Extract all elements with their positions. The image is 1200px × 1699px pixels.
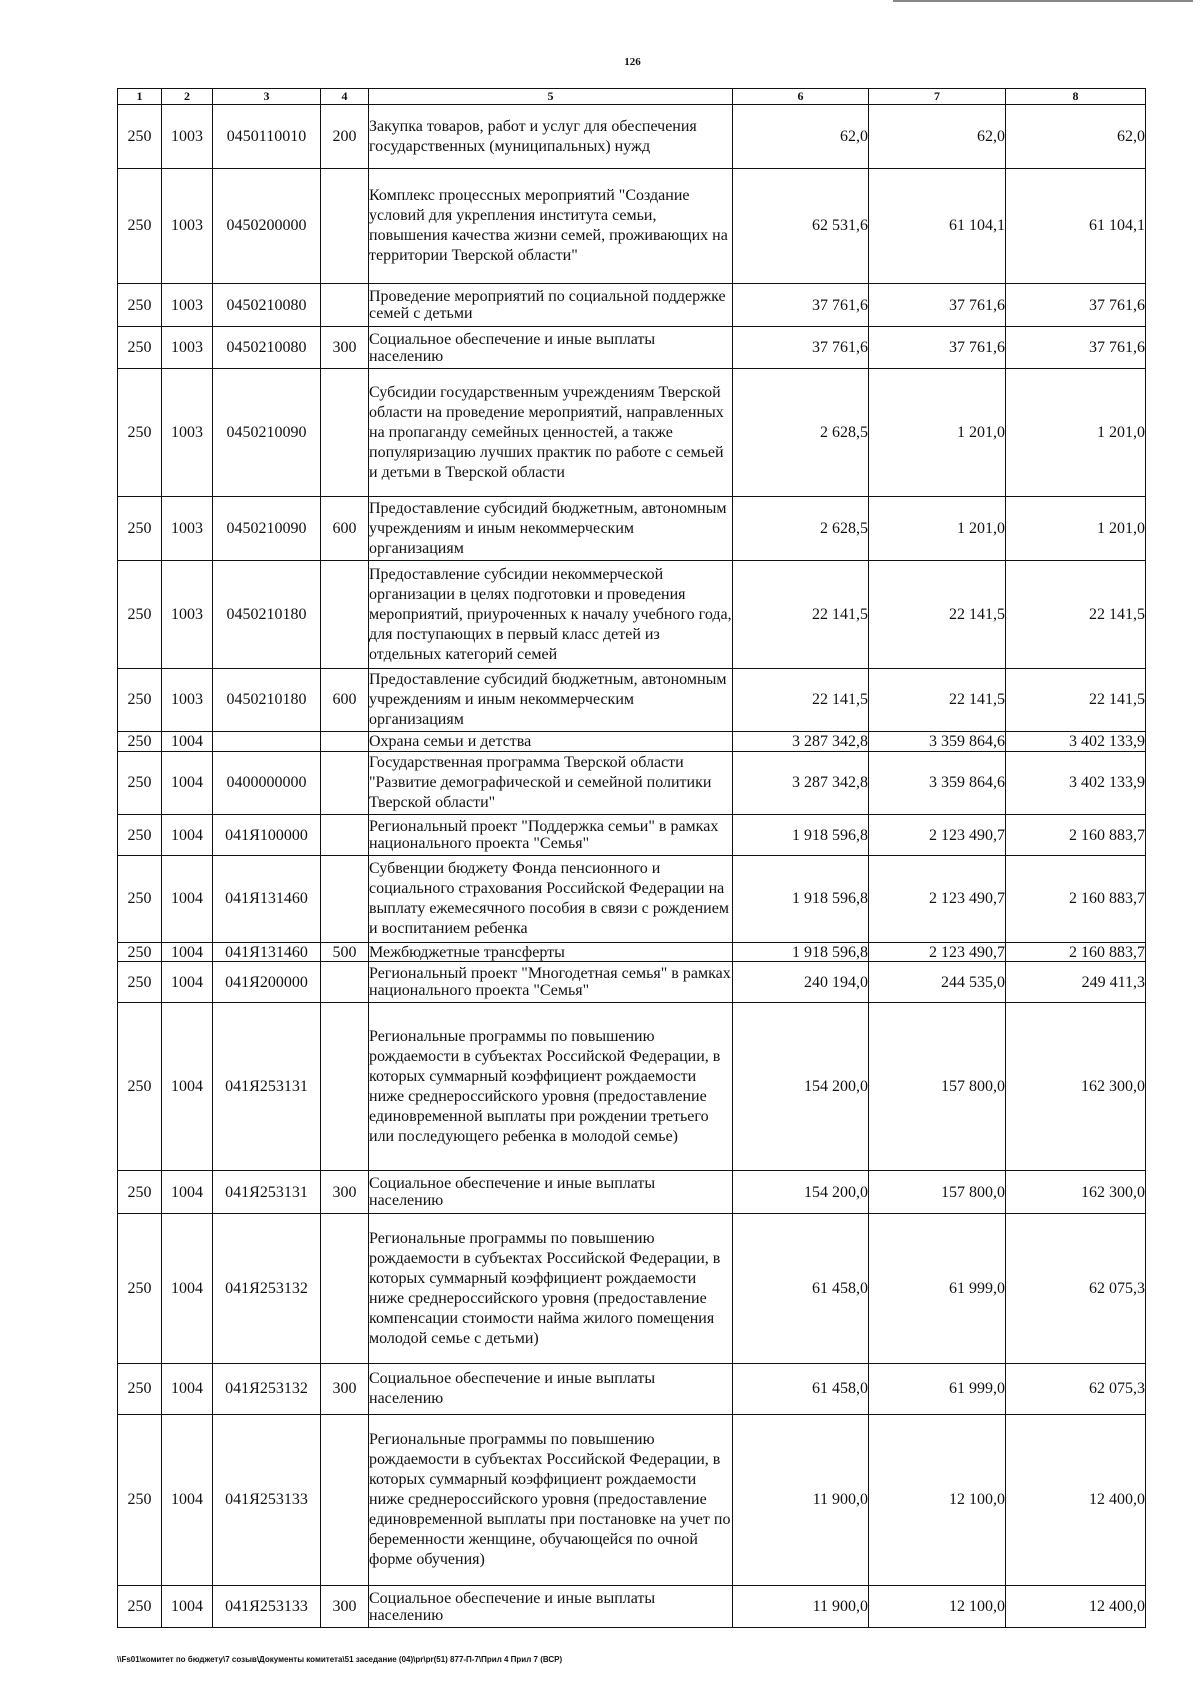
cell-amount-col6: 154 200,0 <box>733 1171 869 1214</box>
cell-expense-type: 300 <box>321 1171 369 1214</box>
cell-admin-code: 250 <box>118 1364 162 1415</box>
cell-amount-col7: 22 141,5 <box>869 669 1006 732</box>
cell-admin-code: 250 <box>118 962 162 1003</box>
cell-expense-type <box>321 284 369 327</box>
cell-description: Комплекс процессных мероприятий "Создание условий для укрепления института семьи, повышения качества жизни семей, проживающих на территории Тверской области" <box>369 169 733 284</box>
cell-amount-col6: 37 761,6 <box>733 327 869 369</box>
cell-admin-code: 250 <box>118 815 162 856</box>
cell-section-code: 1004 <box>162 856 213 943</box>
cell-amount-col8: 61 104,1 <box>1006 169 1146 284</box>
cell-target-article: 041Я253132 <box>213 1214 321 1364</box>
cell-admin-code: 250 <box>118 732 162 752</box>
cell-amount-col6: 2 628,5 <box>733 369 869 497</box>
cell-description: Региональные программы по повышению рождаемости в субъектах Российской Федерации, в которых суммарный коэффициент рождаемости ниже среднероссийского уровня (предоставление единовременной выплаты при постановке на учет по беременности женщине, обучающейся по очной форме обучения) <box>369 1415 733 1586</box>
cell-target-article: 0450210090 <box>213 497 321 561</box>
table-row <box>118 284 1146 327</box>
cell-admin-code: 250 <box>118 856 162 943</box>
cell-description: Субвенции бюджету Фонда пенсионного и социального страхования Российской Федерации на выплату ежемесячного пособия в связи с рождением и воспитанием ребенка <box>369 856 733 943</box>
cell-amount-col7: 61 104,1 <box>869 169 1006 284</box>
cell-description: Межбюджетные трансферты <box>369 943 733 962</box>
cell-expense-type <box>321 815 369 856</box>
cell-amount-col8: 37 761,6 <box>1006 284 1146 327</box>
cell-target-article: 041Я253131 <box>213 1171 321 1214</box>
column-header: 1 <box>118 89 162 105</box>
cell-amount-col8: 162 300,0 <box>1006 1171 1146 1214</box>
table-row <box>118 369 1146 497</box>
cell-expense-type: 200 <box>321 105 369 169</box>
cell-section-code: 1004 <box>162 1171 213 1214</box>
cell-amount-col6: 1 918 596,8 <box>733 815 869 856</box>
cell-admin-code: 250 <box>118 1003 162 1171</box>
cell-description: Региональный проект "Поддержка семьи" в рамках национального проекта "Семья" <box>369 815 733 856</box>
table-row <box>118 169 1146 284</box>
cell-amount-col7: 1 201,0 <box>869 369 1006 497</box>
cell-admin-code: 250 <box>118 497 162 561</box>
cell-target-article: 0450210080 <box>213 284 321 327</box>
cell-expense-type <box>321 1415 369 1586</box>
cell-amount-col6: 11 900,0 <box>733 1415 869 1586</box>
cell-description: Охрана семьи и детства <box>369 732 733 752</box>
cell-expense-type: 600 <box>321 669 369 732</box>
table-row <box>118 1364 1146 1415</box>
page-number: 126 <box>624 56 641 68</box>
cell-section-code: 1003 <box>162 284 213 327</box>
cell-amount-col6: 11 900,0 <box>733 1586 869 1628</box>
cell-amount-col7: 22 141,5 <box>869 561 1006 669</box>
cell-description: Предоставление субсидии некоммерческой организации в целях подготовки и проведения мероприятий, приуроченных к началу учебного года, для поступающих в первый класс детей из отдельных категорий семей <box>369 561 733 669</box>
cell-amount-col8: 22 141,5 <box>1006 669 1146 732</box>
cell-section-code: 1004 <box>162 1415 213 1586</box>
cell-amount-col6: 61 458,0 <box>733 1214 869 1364</box>
scan-edge-line <box>893 0 1193 2</box>
cell-target-article <box>213 732 321 752</box>
column-header: 8 <box>1006 89 1146 105</box>
cell-section-code: 1004 <box>162 732 213 752</box>
cell-expense-type: 300 <box>321 1364 369 1415</box>
cell-section-code: 1003 <box>162 561 213 669</box>
cell-amount-col8: 3 402 133,9 <box>1006 752 1146 815</box>
cell-target-article: 041Я100000 <box>213 815 321 856</box>
cell-amount-col6: 37 761,6 <box>733 284 869 327</box>
cell-amount-col8: 249 411,3 <box>1006 962 1146 1003</box>
cell-expense-type <box>321 962 369 1003</box>
cell-description: Региональные программы по повышению рождаемости в субъектах Российской Федерации, в которых суммарный коэффициент рождаемости ниже среднероссийского уровня (предоставление компенсации стоимости найма жилого помещения молодой семье с детьми) <box>369 1214 733 1364</box>
cell-amount-col6: 240 194,0 <box>733 962 869 1003</box>
cell-expense-type <box>321 169 369 284</box>
cell-amount-col6: 61 458,0 <box>733 1364 869 1415</box>
cell-section-code: 1004 <box>162 943 213 962</box>
table-row <box>118 105 1146 169</box>
cell-expense-type: 300 <box>321 1586 369 1628</box>
cell-admin-code: 250 <box>118 943 162 962</box>
table-body <box>118 105 1146 1628</box>
cell-section-code: 1003 <box>162 497 213 561</box>
column-header: 7 <box>869 89 1006 105</box>
cell-admin-code: 250 <box>118 1415 162 1586</box>
cell-admin-code: 250 <box>118 105 162 169</box>
cell-admin-code: 250 <box>118 1586 162 1628</box>
cell-amount-col8: 3 402 133,9 <box>1006 732 1146 752</box>
cell-amount-col8: 2 160 883,7 <box>1006 815 1146 856</box>
cell-amount-col7: 157 800,0 <box>869 1003 1006 1171</box>
cell-amount-col8: 62 075,3 <box>1006 1364 1146 1415</box>
cell-amount-col7: 37 761,6 <box>869 284 1006 327</box>
cell-expense-type <box>321 752 369 815</box>
column-header: 5 <box>369 89 733 105</box>
cell-amount-col7: 37 761,6 <box>869 327 1006 369</box>
cell-section-code: 1004 <box>162 1214 213 1364</box>
cell-expense-type: 300 <box>321 327 369 369</box>
table-row <box>118 943 1146 962</box>
cell-admin-code: 250 <box>118 1214 162 1364</box>
cell-target-article: 041Я200000 <box>213 962 321 1003</box>
cell-target-article: 0450210180 <box>213 561 321 669</box>
table-row <box>118 669 1146 732</box>
cell-description: Предоставление субсидий бюджетным, автономным учреждениям и иным некоммерческим организациям <box>369 497 733 561</box>
cell-section-code: 1003 <box>162 369 213 497</box>
cell-expense-type <box>321 369 369 497</box>
cell-description: Региональный проект "Многодетная семья" в рамках национального проекта "Семья" <box>369 962 733 1003</box>
table-row <box>118 1415 1146 1586</box>
cell-amount-col8: 2 160 883,7 <box>1006 943 1146 962</box>
cell-description: Социальное обеспечение и иные выплаты населению <box>369 1171 733 1214</box>
cell-target-article: 0450210180 <box>213 669 321 732</box>
cell-target-article: 0450200000 <box>213 169 321 284</box>
table-row <box>118 1214 1146 1364</box>
cell-target-article: 0450210080 <box>213 327 321 369</box>
cell-amount-col6: 1 918 596,8 <box>733 856 869 943</box>
cell-section-code: 1003 <box>162 669 213 732</box>
cell-amount-col8: 37 761,6 <box>1006 327 1146 369</box>
cell-section-code: 1003 <box>162 327 213 369</box>
cell-amount-col6: 2 628,5 <box>733 497 869 561</box>
column-header: 2 <box>162 89 213 105</box>
table-row <box>118 752 1146 815</box>
cell-expense-type: 600 <box>321 497 369 561</box>
cell-section-code: 1003 <box>162 105 213 169</box>
cell-amount-col8: 1 201,0 <box>1006 369 1146 497</box>
cell-amount-col7: 12 100,0 <box>869 1586 1006 1628</box>
cell-target-article: 041Я253131 <box>213 1003 321 1171</box>
budget-table <box>117 88 1146 1628</box>
cell-description: Региональные программы по повышению рождаемости в субъектах Российской Федерации, в которых суммарный коэффициент рождаемости ниже среднероссийского уровня (предоставление единовременной выплаты при рождении третьего или последующего ребенка в молодой семье) <box>369 1003 733 1171</box>
cell-admin-code: 250 <box>118 561 162 669</box>
cell-expense-type: 500 <box>321 943 369 962</box>
cell-amount-col6: 62,0 <box>733 105 869 169</box>
cell-amount-col7: 12 100,0 <box>869 1415 1006 1586</box>
cell-amount-col7: 1 201,0 <box>869 497 1006 561</box>
cell-amount-col7: 2 123 490,7 <box>869 856 1006 943</box>
cell-admin-code: 250 <box>118 669 162 732</box>
cell-description: Социальное обеспечение и иные выплаты населению <box>369 1364 733 1415</box>
cell-amount-col8: 62,0 <box>1006 105 1146 169</box>
cell-amount-col7: 244 535,0 <box>869 962 1006 1003</box>
cell-target-article: 041Я253133 <box>213 1415 321 1586</box>
table-row <box>118 815 1146 856</box>
cell-target-article: 041Я131460 <box>213 856 321 943</box>
table-row <box>118 1003 1146 1171</box>
cell-expense-type <box>321 856 369 943</box>
file-path-footer: \\Fs01\комитет по бюджету\7 созыв\Документы комитета\51 заседание (04)\pr\pr(51) 877-П-7\Прил 4 Прил 7 (ВСР) <box>117 1655 563 1664</box>
cell-amount-col8: 1 201,0 <box>1006 497 1146 561</box>
cell-amount-col6: 3 287 342,8 <box>733 732 869 752</box>
cell-section-code: 1004 <box>162 962 213 1003</box>
cell-amount-col7: 2 123 490,7 <box>869 943 1006 962</box>
cell-amount-col8: 2 160 883,7 <box>1006 856 1146 943</box>
cell-description: Проведение мероприятий по социальной поддержке семей с детьми <box>369 284 733 327</box>
cell-expense-type <box>321 1003 369 1171</box>
cell-amount-col7: 2 123 490,7 <box>869 815 1006 856</box>
column-header: 4 <box>321 89 369 105</box>
cell-target-article: 0400000000 <box>213 752 321 815</box>
cell-target-article: 041Я131460 <box>213 943 321 962</box>
cell-section-code: 1004 <box>162 1003 213 1171</box>
cell-description: Предоставление субсидий бюджетным, автономным учреждениям и иным некоммерческим организациям <box>369 669 733 732</box>
cell-section-code: 1004 <box>162 752 213 815</box>
cell-amount-col8: 162 300,0 <box>1006 1003 1146 1171</box>
cell-target-article: 0450210090 <box>213 369 321 497</box>
cell-amount-col6: 62 531,6 <box>733 169 869 284</box>
cell-amount-col6: 22 141,5 <box>733 669 869 732</box>
cell-amount-col6: 154 200,0 <box>733 1003 869 1171</box>
cell-admin-code: 250 <box>118 327 162 369</box>
cell-amount-col7: 157 800,0 <box>869 1171 1006 1214</box>
cell-admin-code: 250 <box>118 1171 162 1214</box>
table-header-row <box>118 89 1146 105</box>
cell-admin-code: 250 <box>118 752 162 815</box>
cell-admin-code: 250 <box>118 169 162 284</box>
cell-amount-col6: 1 918 596,8 <box>733 943 869 962</box>
cell-section-code: 1004 <box>162 1586 213 1628</box>
table-row <box>118 856 1146 943</box>
cell-description: Закупка товаров, работ и услуг для обеспечения государственных (муниципальных) нужд <box>369 105 733 169</box>
cell-amount-col8: 12 400,0 <box>1006 1415 1146 1586</box>
table-row <box>118 1171 1146 1214</box>
cell-amount-col6: 22 141,5 <box>733 561 869 669</box>
column-header: 3 <box>213 89 321 105</box>
cell-section-code: 1004 <box>162 1364 213 1415</box>
cell-expense-type <box>321 561 369 669</box>
table-row <box>118 732 1146 752</box>
cell-description: Социальное обеспечение и иные выплаты населению <box>369 327 733 369</box>
cell-expense-type <box>321 732 369 752</box>
cell-amount-col8: 62 075,3 <box>1006 1214 1146 1364</box>
cell-amount-col7: 62,0 <box>869 105 1006 169</box>
cell-target-article: 041Я253133 <box>213 1586 321 1628</box>
cell-amount-col6: 3 287 342,8 <box>733 752 869 815</box>
cell-description: Социальное обеспечение и иные выплаты населению <box>369 1586 733 1628</box>
cell-section-code: 1004 <box>162 815 213 856</box>
table-row <box>118 962 1146 1003</box>
table-row <box>118 497 1146 561</box>
cell-amount-col7: 61 999,0 <box>869 1364 1006 1415</box>
cell-amount-col8: 12 400,0 <box>1006 1586 1146 1628</box>
cell-admin-code: 250 <box>118 284 162 327</box>
cell-section-code: 1003 <box>162 169 213 284</box>
cell-amount-col7: 3 359 864,6 <box>869 732 1006 752</box>
table-row <box>118 561 1146 669</box>
cell-expense-type <box>321 1214 369 1364</box>
cell-description: Государственная программа Тверской области "Развитие демографической и семейной политики Тверской области" <box>369 752 733 815</box>
table-row <box>118 1586 1146 1628</box>
column-header: 6 <box>733 89 869 105</box>
cell-amount-col7: 3 359 864,6 <box>869 752 1006 815</box>
cell-amount-col7: 61 999,0 <box>869 1214 1006 1364</box>
cell-description: Субсидии государственным учреждениям Тверской области на проведение мероприятий, направленных на пропаганду семейных ценностей, а также популяризацию лучших практик по работе с семьей и детьми в Тверской области <box>369 369 733 497</box>
cell-target-article: 041Я253132 <box>213 1364 321 1415</box>
cell-admin-code: 250 <box>118 369 162 497</box>
table-row <box>118 327 1146 369</box>
cell-amount-col8: 22 141,5 <box>1006 561 1146 669</box>
cell-target-article: 0450110010 <box>213 105 321 169</box>
